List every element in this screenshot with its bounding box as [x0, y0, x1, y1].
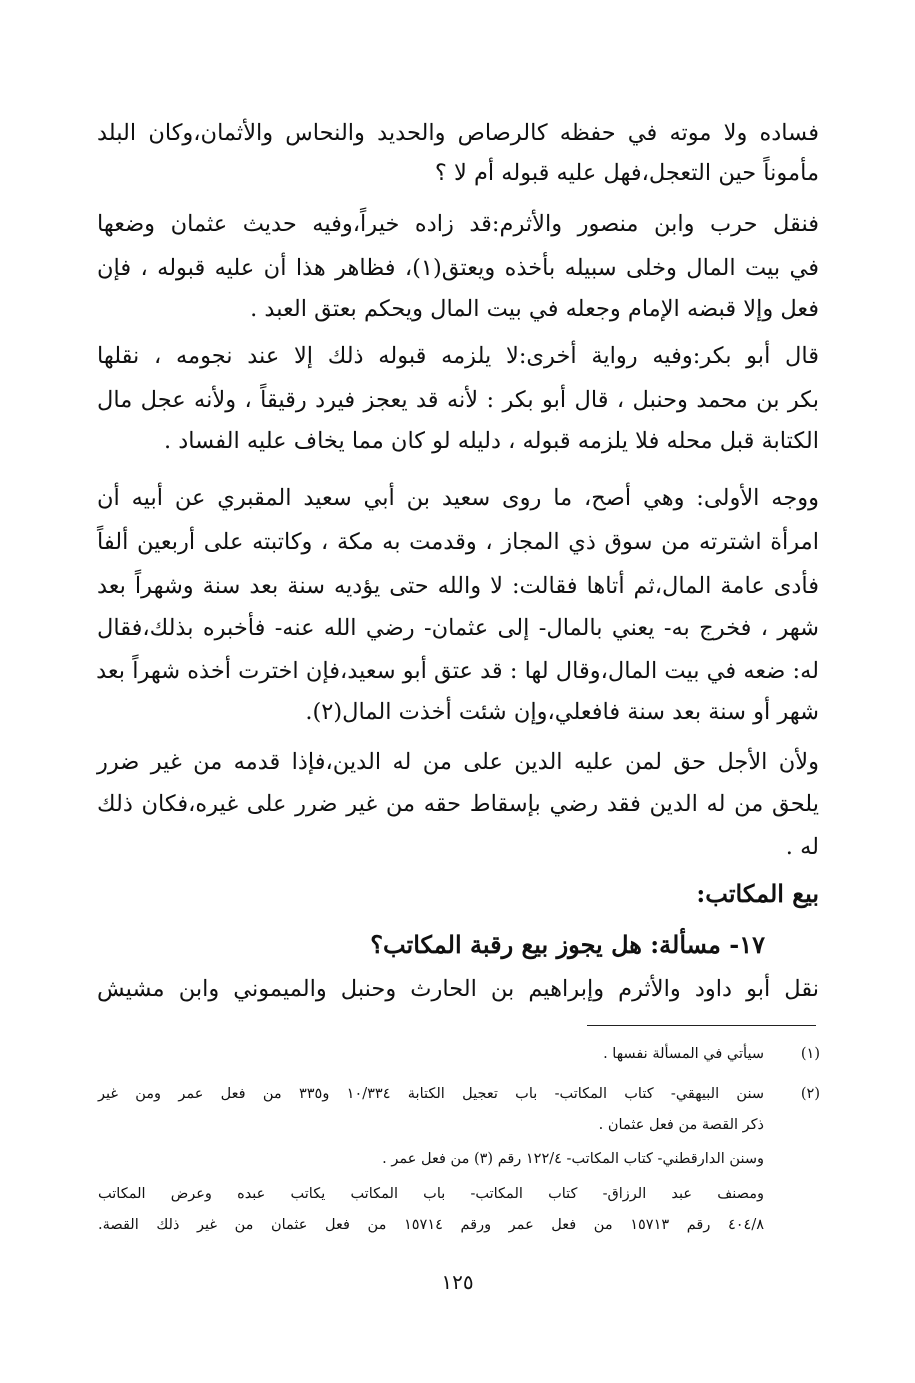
footnote-number: (٢) [800, 1086, 820, 1102]
body-line: له: ضعه في بيت المال،وقال لها : قد عتق أبو سعيد،فإن اخترت أخذه شهراً بعد [96, 658, 819, 684]
body-line: له . [785, 834, 819, 860]
footnote-text: سنن البيهقي- كتاب المكاتب- باب تعجيل الكتابة ١٠/٣٣٤ و٣٣٥ من فعل عمر ومن غير [98, 1086, 764, 1102]
body-line: ووجه الأولى: وهي أصح، ما روى سعيد بن أبي سعيد المقبري عن أبيه أن [97, 485, 819, 511]
body-line: فعل وإلا قبضه الإمام وجعله في بيت المال ويحكم بعتق العبد . [250, 296, 819, 322]
body-line: قال أبو بكر:وفيه رواية أخرى:لا يلزمه قبوله ذلك إلا عند نجومه ، نقلها [97, 343, 819, 369]
body-line: فساده ولا موته في حفظه كالرصاص والحديد والنحاس والأثمان،وكان البلد [97, 120, 819, 146]
body-line: في بيت المال وخلى سبيله بأخذه ويعتق(١)، فظاهر هذا أن عليه قبوله ، فإن [97, 255, 819, 281]
body-line: الكتابة قبل محله فلا يلزمه قبوله ، دليله لو كان مما يخاف عليه الفساد . [163, 428, 819, 454]
footnote-number: (١) [800, 1046, 820, 1062]
page-number: ١٢٥ [441, 1270, 474, 1294]
footnote-text: وسنن الدارقطني- كتاب المكاتب- ١٢٢/٤ رقم (٣) من فعل عمر . [382, 1151, 764, 1167]
body-line: شهر أو سنة بعد سنة فافعلي،وإن شئت أخذت المال(٢). [305, 699, 819, 725]
body-line: نقل أبو داود والأثرم وإبراهيم بن الحارث وحنبل والميموني وابن مشيش [97, 976, 819, 1002]
body-line: شهر ، فخرج به- يعني بالمال- إلى عثمان- رضي الله عنه- فأخبره بذلك،فقال [97, 615, 819, 641]
footnote-text: سيأتي في المسألة نفسها . [603, 1046, 764, 1062]
body-line: فأدى عامة المال،ثم أتاها فقالت: لا والله حتى يؤديه سنة بعد سنة وشهراً بعد [97, 573, 819, 599]
body-line: امرأة اشترته من سوق ذي المجاز ، وقدمت به مكة ، وكاتبته على أربعين ألفاً [97, 529, 819, 555]
section-heading: بيع المكاتب: [696, 879, 819, 908]
body-line: فنقل حرب وابن منصور والأثرم:قد زاده خيراً،وفيه حديث عثمان وضعها [97, 211, 819, 237]
body-line: بكر بن محمد وحنبل ، قال أبو بكر : لأنه قد يعجز فيرد رقيقاً ، ولأنه عجل مال [97, 387, 819, 413]
footnote-text: ذكر القصة من فعل عثمان . [598, 1117, 764, 1133]
footnote-text: ومصنف عبد الرزاق- كتاب المكاتب- باب المكاتب يكاتب عبده وعرض المكاتب [98, 1186, 764, 1202]
body-line: ولأن الأجل حق لمن عليه الدين على من له الدين،فإذا قدمه من غير ضرر [97, 749, 819, 775]
footnote-separator [587, 1025, 816, 1026]
body-line: مأموناً حين التعجل،فهل عليه قبوله أم لا ؟ [434, 160, 819, 186]
question-heading: ١٧- مسألة: هل يجوز بيع رقبة المكاتب؟ [370, 930, 765, 959]
footnote-text: ٤٠٤/٨ رقم ١٥٧١٣ من فعل عمر ورقم ١٥٧١٤ من فعل عثمان من غير ذلك القصة. [98, 1217, 764, 1233]
body-line: يلحق من له الدين فقد رضي بإسقاط حقه من غير ضرر على غيره،فكان ذلك [97, 791, 819, 817]
